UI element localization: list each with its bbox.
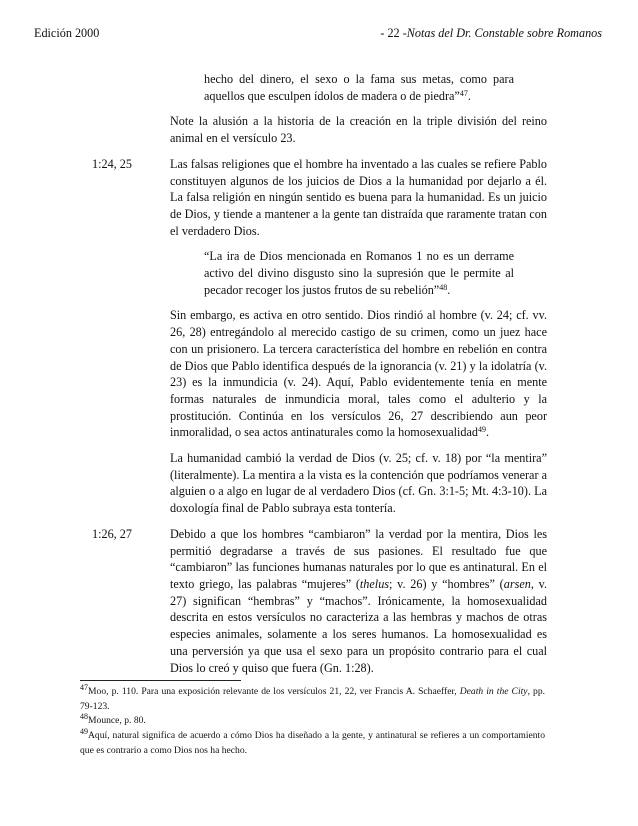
paragraph-text: Sin embargo, es activa en otro sentido. Dios rindió al hombre (v. 24; cf. vv. 26, 28) entregándolo al merecido castigo de su crimen, como un juez hace con un prisionero. La tercera característica del hombre en rebelión en contra de Dios que Pablo identifica después de la ignorancia (v. 21) y la idolatría (v. 23) es la inmundicia (v. 24). Aquí, Pablo evidentemente tenía en mente formas naturales de inmundicia moral, tales como el adulterio y la prostitución. Continúa en los versículos 26, 27 describiendo aun peor inmoralidad, o sea actos antinaturales como la homosexualidad bbox=[170, 308, 547, 440]
block-quote-continued: hecho del dinero, el sexo o la fama sus metas, como para aquellos que esculpen ídolos de madera o de piedra”$^{47}$. bbox=[204, 72, 514, 103]
verse-section-26-27 bbox=[92, 526, 547, 676]
footnote-49: $^{49}$Aquí, natural significa de acuerdo a cómo Dios ha diseñado a la gente, y antinatural se refieres a un comportamiento que es contrario a como Dios nos ha hecho. bbox=[80, 727, 545, 757]
quote-text: hecho del dinero, el sexo o la fama sus metas, como para aquellos que esculpen ídolos de madera o de piedra” bbox=[204, 72, 514, 103]
greek-word: arsen bbox=[503, 576, 531, 591]
page-body bbox=[0, 71, 638, 676]
footnote-48: $^{48}$Mounce, p. 80. bbox=[80, 712, 146, 726]
block-quote-mounce: “La ira de Dios mencionada en Romanos 1 no es un derrame activo del divino disgusto sino la supresión que le permite al pecador recoger los justos frutos de su rebelión”$^{48}$. bbox=[204, 249, 514, 297]
paragraph-activa: Sin embargo, es activa en otro sentido. Dios rindió al hombre (v. 24; cf. vv. 26, 28) entregándolo al merecido castigo de su crimen, como un juez hace con un prisionero. La tercera característica del hombre en rebelión en contra de Dios que Pablo identifica después de la ignorancia (v. 21) y la idolatría (v. 23) es la inmundicia (v. 24). Aquí, Pablo evidentemente tenía en mente formas naturales de inmundicia moral, tales como el adulterio y la prostitución. Continúa en los versículos 26, 27 describiendo aun peor inmoralidad, o sea actos antinaturales como la homosexualidad$^{49}$. bbox=[170, 308, 547, 440]
verse-reference: 1:26, 27 bbox=[92, 526, 132, 541]
running-title bbox=[380, 26, 602, 41]
footnote-number: 49 bbox=[80, 727, 88, 736]
greek-word: thelus bbox=[359, 576, 390, 591]
page-number: - 22 - bbox=[380, 26, 407, 40]
edition-label: Edición 2000 bbox=[34, 26, 100, 40]
book-title: Death in the City bbox=[459, 686, 528, 697]
quote-text: “La ira de Dios mencionada en Romanos 1 no es un derrame activo del divino disgusto sino la supresión que le permite al pecador recoger los justos frutos de su rebelión” bbox=[204, 249, 514, 297]
verse-section-24-25 bbox=[92, 156, 547, 240]
footnote-ref: 47 bbox=[459, 88, 468, 98]
footnote-divider bbox=[80, 680, 241, 681]
footnote-number: 48 bbox=[80, 712, 88, 721]
page-header bbox=[34, 26, 602, 41]
paragraph-text: Las falsas religiones que el hombre ha inventado a las cuales se refiere Pablo constituyen algunos de los juicios de Dios a la humanidad por dejarlo a él. La falsa religión en ningún sentido es buena para la humanidad. Es un juicio de Dios, y tiende a mantener a la gente tan distraída que raramente tratan con el verdadero Dios. bbox=[170, 156, 547, 238]
book-title: Notas del Dr. Constable sobre Romanos bbox=[406, 26, 602, 40]
verse-reference: 1:24, 25 bbox=[92, 156, 132, 171]
paragraph-text: Debido a que los hombres “cambiaron” la verdad por la mentira, Dios les permitió degradarse a través de sus pasiones. El resultado fue que “cambiaron” las funciones humanas naturales por lo que es antinatural. En el texto griego, las palabras “mujeres” (thelus; v. 26) y “hombres” (arsen, v. 27) significan “hembras” y “machos”. Irónicamente, la homosexualidad descrita en estos versículos no caracteriza a las hembras y machos de otras especies animales, solamente a los seres humanos. La homosexualidad es una perversión ya que usa el sexo para un propósito contrario para el cual Dios lo creó y quiso que fuera (Gn. 1:28). bbox=[170, 526, 547, 675]
footnote-ref: 48 bbox=[439, 282, 448, 292]
paragraph-mentira: La humanidad cambió la verdad de Dios (v. 25; cf. v. 18) por “la mentira” (literalmente). La mentira a la vista es la contención que podríamos venerar a alguien o a algo en lugar de al verdadero Dios (cf. Gn. 3:1-5; Mt. 4:3-10). La doxología final de Pablo subraya esta tontería. bbox=[170, 451, 547, 516]
footnote-number: 47 bbox=[80, 683, 88, 692]
footnote-ref: 49 bbox=[477, 425, 486, 435]
note-paragraph: Note la alusión a la historia de la creación en la triple división del reino animal en el versículo 23. bbox=[170, 114, 547, 146]
footnote-47: $^{47}$Moo, p. 110. Para una exposición relevante de los versículos 21, 22, ver Francis A. Schaeffer, Death in the City, pp. 79-123. bbox=[80, 683, 546, 713]
